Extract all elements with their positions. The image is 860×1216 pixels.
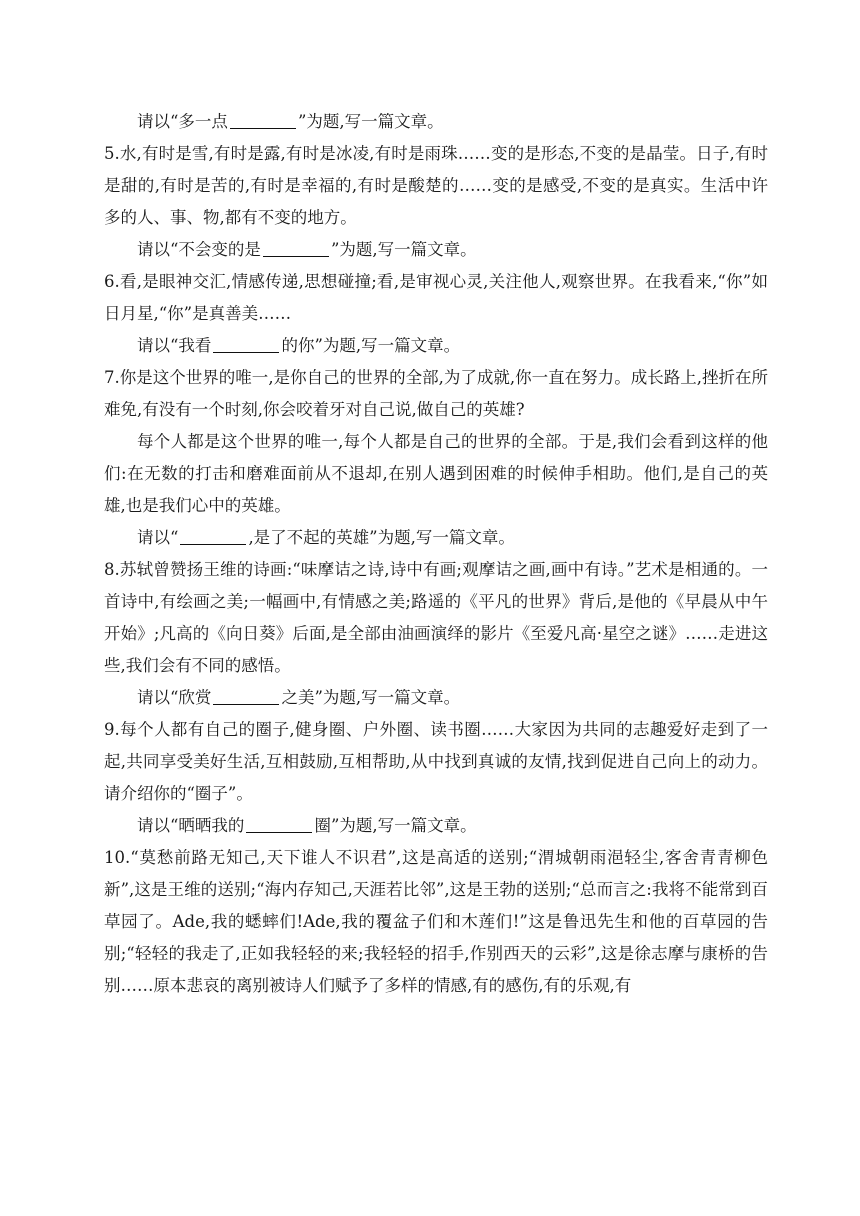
item-number: 5. (104, 144, 120, 163)
item-number: 7. (104, 368, 120, 387)
item-number: 9. (104, 720, 120, 739)
item-10-text: 10.“莫愁前路无知己,天下谁人不识君”,这是高适的送别;“渭城朝雨浥轻尘,客舍青青柳色新”,这是王维的送别;“海内存知己,天涯若比邻”,这是王勃的送别;“总而言之:我将不能常到百草园了。Ade,我的蟋蟀们!Ade,我的覆盆子们和木莲们!”这是鲁迅先生和他的百草园的告别;“轻轻的我走了,正如我轻轻的来;我轻轻的招手,作别西天的云彩”,这是徐志摩与康桥的告别……原本悲哀的离别被诗人们赋予了多样的情感,有的感伤,有的乐观,有 (104, 848, 768, 995)
fill-in-blank (230, 109, 296, 129)
item-5-text: 5.水,有时是雪,有时是露,有时是冰凌,有时是雨珠……变的是形态,不变的是晶莹。日子,有时是甜的,有时是苦的,有时是幸福的,有时是酸楚的……变的是感受,不变的是真实。生活中许多的人、事、物,都有不变的地方。 (104, 144, 768, 227)
item-7-prompt: 请以“ ,是了不起的英雄”为题,写一篇文章。 (104, 522, 768, 554)
item-number: 8. (104, 560, 120, 579)
item-8-prompt: 请以“欣赏 之美”为题,写一篇文章。 (104, 682, 768, 714)
fill-in-blank (246, 813, 312, 833)
item-4-prompt: 请以“多一点 ”为题,写一篇文章。 (104, 106, 768, 138)
item-9-text: 9.每个人都有自己的圈子,健身圈、户外圈、读书圈……大家因为共同的志趣爱好走到了一起,共同享受美好生活,互相鼓励,互相帮助,从中找到真诚的友情,找到促进自己向上的动力。请介绍你的“圈子”。 (104, 720, 768, 803)
item-number: 6. (104, 272, 120, 291)
item-8-text: 8.苏轼曾赞扬王维的诗画:“味摩诘之诗,诗中有画;观摩诘之画,画中有诗。”艺术是相通的。一首诗中,有绘画之美;一幅画中,有情感之美;路遥的《平凡的世界》背后,是他的《早晨从中午开始》;凡高的《向日葵》后面,是全部由油画演绎的影片《至爱凡高·星空之谜》……走进这些,我们会有不同的感悟。 (104, 560, 768, 675)
item-9-prompt: 请以“晒晒我的 圈”为题,写一篇文章。 (104, 810, 768, 842)
fill-in-blank (213, 333, 279, 353)
document-body (104, 106, 768, 1002)
item-7-text: 7.你是这个世界的唯一,是你自己的世界的全部,为了成就,你一直在努力。成长路上,挫折在所难免,有没有一个时刻,你会咬着牙对自己说,做自己的英雄? (104, 368, 768, 419)
fill-in-blank (180, 525, 246, 545)
item-5-prompt: 请以“不会变的是 ”为题,写一篇文章。 (104, 234, 768, 266)
item-number: 10. (104, 848, 131, 867)
item-6-prompt: 请以“我看 的你”为题,写一篇文章。 (104, 330, 768, 362)
item-6-text: 6.看,是眼神交汇,情感传递,思想碰撞;看,是审视心灵,关注他人,观察世界。在我看来,“你”如日月星,“你”是真善美…… (104, 272, 768, 323)
fill-in-blank (213, 685, 279, 705)
fill-in-blank (263, 237, 329, 257)
item-7-text-2: 每个人都是这个世界的唯一,每个人都是自己的世界的全部。于是,我们会看到这样的他们:在无数的打击和磨难面前从不退却,在别人遇到困难的时候伸手相助。他们,是自己的英雄,也是我们心中的英雄。 (104, 432, 768, 515)
